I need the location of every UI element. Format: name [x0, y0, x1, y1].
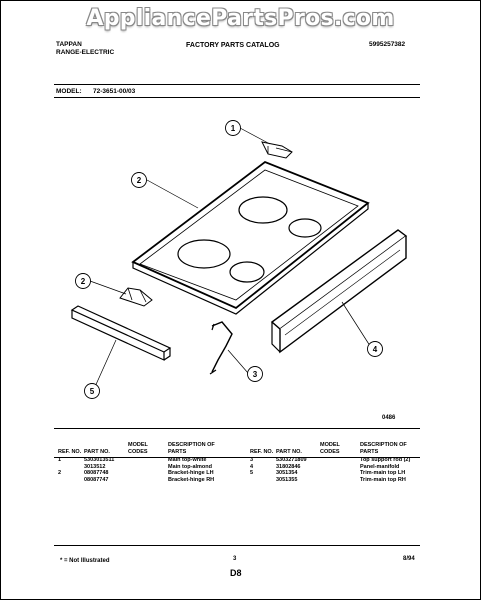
trim-main-top — [72, 306, 170, 352]
revision-date: 8/94 — [403, 556, 415, 562]
col-model: MODEL CODES — [320, 442, 340, 455]
description-cell: Bracket-hinge LH — [168, 470, 214, 476]
hinge-bracket-lh — [120, 288, 152, 306]
part-number-cell: 3051355 — [276, 476, 298, 483]
description-cell: Bracket-hinge RH — [168, 476, 215, 483]
table-rule-bottom — [54, 545, 420, 546]
product-type: RANGE-ELECTRIC — [56, 49, 115, 56]
col-desc: DESCRIPTION OF PARTS — [360, 442, 407, 455]
description-cell: Trim-main top LH — [360, 470, 406, 476]
callout-1: 2 — [136, 176, 142, 185]
model-code-cell — [128, 477, 168, 484]
description-cell: Panel-manifold — [360, 463, 400, 470]
diagram-code: 0486 — [382, 415, 396, 421]
ref-cell: 3 — [250, 457, 254, 463]
part-number-cell: 5303013511 — [84, 457, 115, 463]
part-number-cell: 5303271809 — [276, 457, 307, 463]
ref-cell — [250, 477, 276, 484]
part-number-cell: 08087748 — [84, 470, 109, 476]
callout-4: 4 — [372, 345, 378, 354]
model-label: MODEL: — [56, 88, 82, 95]
model-value: 72-3651-00/03 — [93, 88, 136, 95]
callout-3: 3 — [252, 370, 258, 379]
part-number-cell: 31802846 — [276, 463, 301, 470]
ref-cell: 2 — [58, 470, 62, 476]
ref-cell: 4 — [250, 463, 254, 470]
part-number-cell: 3051354 — [276, 470, 298, 476]
callout-5: 5 — [89, 387, 95, 396]
ref-cell: 5 — [250, 470, 254, 476]
col-part: PART NO. — [276, 448, 302, 455]
description-cell: Top support rod (2) — [360, 457, 411, 463]
col-model: MODEL CODES — [128, 442, 148, 455]
watermark: AppliancePartsPros.com — [86, 6, 395, 31]
hinge-bracket-rh — [262, 142, 292, 158]
col-desc: DESCRIPTION OF PARTS — [168, 442, 215, 455]
brand: TAPPAN — [56, 41, 82, 48]
table-rule-top — [54, 428, 420, 429]
callout-2-top: 1 — [230, 124, 236, 133]
catalog-title: FACTORY PARTS CATALOG — [186, 42, 280, 49]
parts-table-right — [250, 442, 424, 483]
description-cell: Main top-almond — [168, 463, 212, 470]
parts-row — [58, 477, 232, 484]
description-cell: Trim-main top RH — [360, 476, 406, 483]
parts-table-left — [58, 442, 232, 483]
top-support-rod — [212, 322, 232, 372]
table-header-rule — [54, 457, 420, 458]
description-cell: Main top-white — [168, 457, 207, 463]
model-code-cell — [320, 477, 360, 484]
ref-cell — [58, 477, 84, 484]
page-number: 3 — [233, 556, 237, 562]
col-part: PART NO. — [84, 448, 110, 455]
catalog-number: 5995257382 — [369, 41, 406, 48]
parts-row — [250, 477, 424, 484]
part-number-cell: 3013512 — [84, 463, 106, 470]
col-ref: REF. NO. — [58, 448, 82, 455]
ref-cell: 1 — [58, 457, 62, 463]
section-code: D8 — [230, 568, 242, 578]
callout-2-left: 2 — [80, 277, 86, 286]
not-illustrated-note: * = Not Illustrated — [60, 558, 110, 564]
part-number-cell: 08087747 — [84, 476, 109, 483]
col-ref: REF. NO. — [250, 448, 274, 455]
